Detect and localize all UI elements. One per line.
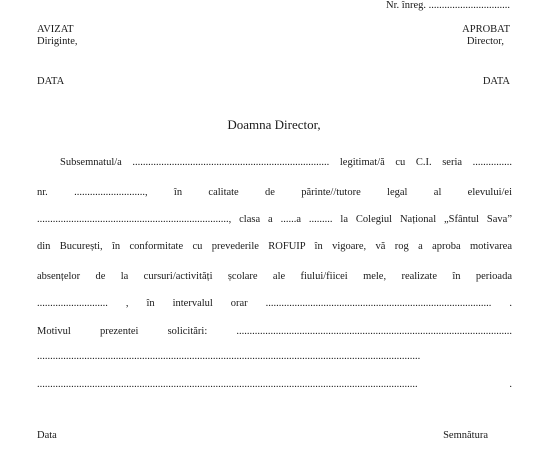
body-line-3: ........................................................................., clasa a ......a ......... la Colegiul Național „Sfântul Sava”	[37, 214, 512, 225]
data-left-label: DATA	[37, 76, 65, 87]
footer-data-label: Data	[37, 430, 57, 441]
diriginte-label: Diriginte,	[37, 36, 78, 47]
director-label: Director,	[466, 36, 504, 47]
body-line-6: ........................... , în intervalul orar ...................................................................................... .	[37, 298, 512, 309]
body-line-4: din București, în conformitate cu prevederile ROFUIP în vigoare, vă rog a aproba motivarea	[37, 241, 512, 252]
avizat-label: AVIZAT	[37, 24, 74, 35]
body-line-9: ................................................................................................................................................. .	[37, 379, 512, 390]
body-line-2: nr. ..........................., în calitate de părinte//tutore legal al elevului/ei	[37, 187, 512, 198]
body-line-1: Subsemnatul/a ........................................................................... legitimat/ă cu C.I. seria ...............	[60, 157, 512, 168]
footer-signature-label: Semnătura	[443, 430, 488, 441]
body-line-5: absențelor de la cursuri/activități școlare ale fiului/fiicei mele, realizate în perioada	[37, 271, 512, 282]
body-line-8: ..................................................................................................................................................	[37, 351, 421, 362]
page-title: Doamna Director,	[227, 117, 321, 132]
registration-number: Nr. înreg. ...............................	[386, 0, 510, 11]
data-right-label: DATA	[482, 76, 510, 87]
aprobat-label: APROBAT	[462, 24, 510, 35]
body-line-7: Motivul prezentei solicitări: .........................................................................................................	[37, 326, 512, 337]
